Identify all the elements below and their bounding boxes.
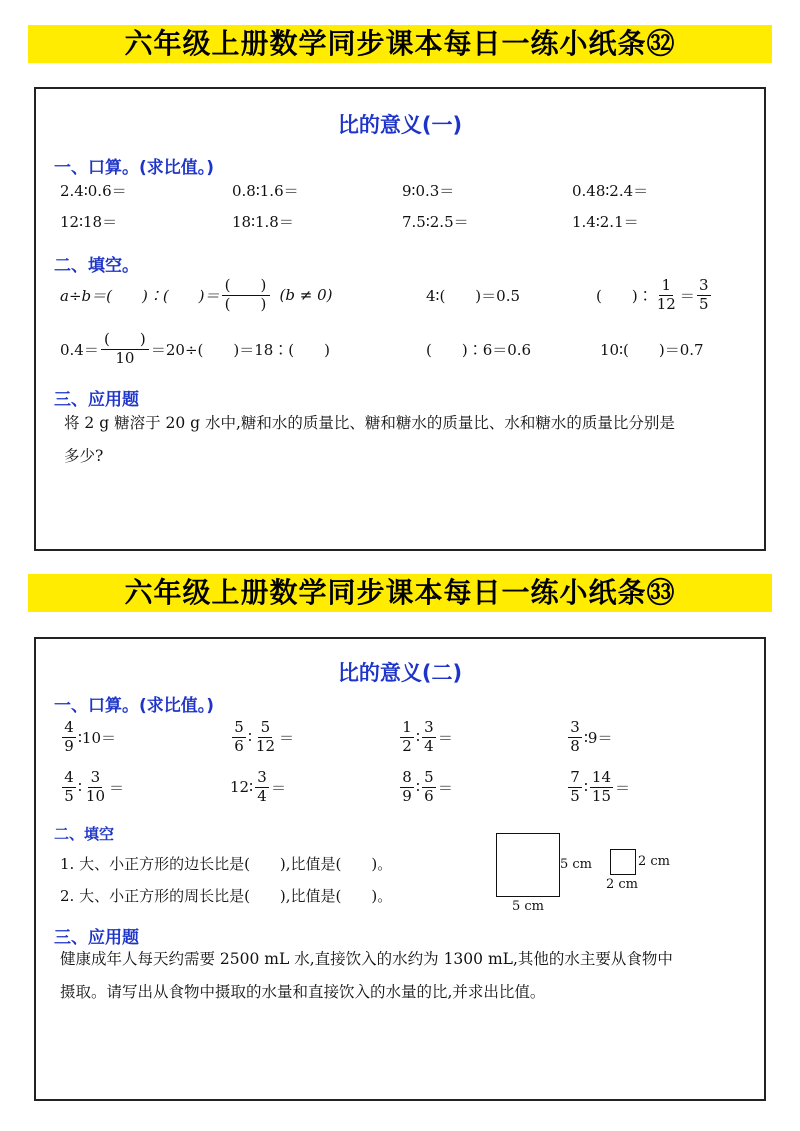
problem-line: 摄取。请写出从食物中摄取的水量和直接饮入的水量的比,并求出比值。 (60, 983, 546, 1001)
fraction-denominator: 10 (115, 348, 135, 367)
oral-exercise: $\frac{4}{5}$ ∶ $\frac{3}{10}$ ＝ (60, 765, 124, 809)
fill-fraction (222, 277, 270, 313)
problem-line: 健康成年人每天约需要 2500 mL 水,直接饮入的水约为 1300 mL,其他的水主要从食物中 (60, 950, 673, 968)
fill-text: 10∶( )＝0.7 (600, 340, 704, 359)
oral-exercise: 0.48∶2.4＝ (572, 182, 649, 200)
fill-item: 1. 大、小正方形的边长比是( ),比值是( )。 (60, 855, 393, 873)
oral-exercise: 7.5∶2.5＝ (402, 213, 469, 231)
fraction-numerator: ( ) (101, 331, 149, 349)
fraction-denominator: 12 (656, 294, 676, 313)
sheet2-banner: 六年级上册数学同步课本每日一练小纸条㉝ (28, 574, 772, 612)
equals-sign: ＝ (679, 286, 695, 305)
oral-exercise: 18∶1.8＝ (232, 213, 294, 231)
fraction-numerator: 1 (659, 277, 673, 295)
sheet1-word-problem (64, 407, 754, 473)
small-square-side-label: 2 cm (638, 854, 671, 869)
small-square-figure (610, 849, 636, 875)
fraction-denominator: ( ) (224, 294, 267, 313)
oral-exercise: 0.8∶1.6＝ (232, 182, 299, 200)
sheet1-section-word-problem: 三、应用题 (54, 390, 139, 410)
fraction (101, 331, 149, 367)
fill-item (600, 327, 704, 371)
sheet2-card (34, 637, 766, 1101)
problem-line: 多少? (64, 447, 104, 465)
oral-exercise: $\frac{7}{5}$ ∶ $\frac{14}{15}$ ＝ (566, 765, 630, 809)
sheet2-title: 比的意义(二) (337, 661, 463, 685)
fraction-denominator: 5 (699, 294, 709, 313)
oral-exercise: 12∶18＝ (60, 213, 118, 231)
fraction (697, 277, 711, 313)
fill-text: 0.4＝ (60, 340, 99, 359)
fill-item-fraction-ratio (596, 273, 713, 317)
fill-text: a÷b＝( )∶( )＝ (60, 286, 220, 305)
oral-exercise: $\frac{5}{6}$ ∶ $\frac{5}{12}$ ＝ (230, 715, 294, 759)
problem-line: 将 2 g 糖溶于 20 g 水中,糖和水的质量比、糖和糖水的质量比、水和糖水的质量比分别是 (64, 414, 675, 432)
fraction-numerator: 3 (697, 277, 711, 295)
big-square-figure (496, 833, 560, 897)
fill-text: ( )∶ (596, 286, 653, 305)
fill-item (426, 273, 520, 317)
fill-condition: (b ≠ 0) (279, 286, 333, 304)
fraction (655, 277, 678, 313)
fill-item-a-div-b (60, 273, 333, 317)
oral-exercise: $\frac{1}{2}$ ∶ $\frac{3}{4}$ ＝ (398, 715, 453, 759)
sheet1-title: 比的意义(一) (337, 113, 463, 137)
sheet1-section-fill: 二、填空。 (54, 256, 139, 276)
oral-exercise: $\frac{8}{9}$ ∶ $\frac{5}{6}$ ＝ (398, 765, 453, 809)
sheet2-section-fill: 二、填空 (54, 825, 115, 843)
sheet1-banner: 六年级上册数学同步课本每日一练小纸条㉜ (28, 25, 772, 63)
fill-item-fraction-chain (60, 327, 330, 371)
oral-exercise: 9∶0.3＝ (402, 182, 455, 200)
oral-exercise: 12∶ $\frac{3}{4}$ ＝ (230, 768, 287, 805)
fill-text: 4∶( )＝0.5 (426, 286, 521, 305)
sheet2-section-oral: 一、口算。(求比值。) (54, 696, 215, 716)
fill-text: ( )∶6＝0.6 (426, 340, 532, 359)
fill-text: ＝20÷( )＝18∶( ) (150, 340, 331, 359)
sheet2-section-word-problem: 三、应用题 (54, 928, 139, 948)
sheet1-card (34, 87, 766, 551)
big-square-bottom-label: 5 cm (512, 899, 545, 914)
oral-exercise: 1.4∶2.1＝ (572, 213, 639, 231)
big-square-side-label: 5 cm (560, 857, 593, 872)
sheet1-section-oral: 一、口算。(求比值。) (54, 158, 215, 178)
fill-item (426, 327, 531, 371)
oral-exercise: $\frac{4}{9}$ ∶10＝ (60, 715, 116, 759)
fill-item: 2. 大、小正方形的周长比是( ),比值是( )。 (60, 887, 393, 905)
sheet2-word-problem (60, 943, 760, 1009)
small-square-bottom-label: 2 cm (606, 877, 639, 892)
fraction-numerator: ( ) (222, 277, 270, 295)
oral-exercise: $\frac{3}{8}$ ∶9＝ (566, 715, 612, 759)
oral-exercise: 2.4∶0.6＝ (60, 182, 127, 200)
